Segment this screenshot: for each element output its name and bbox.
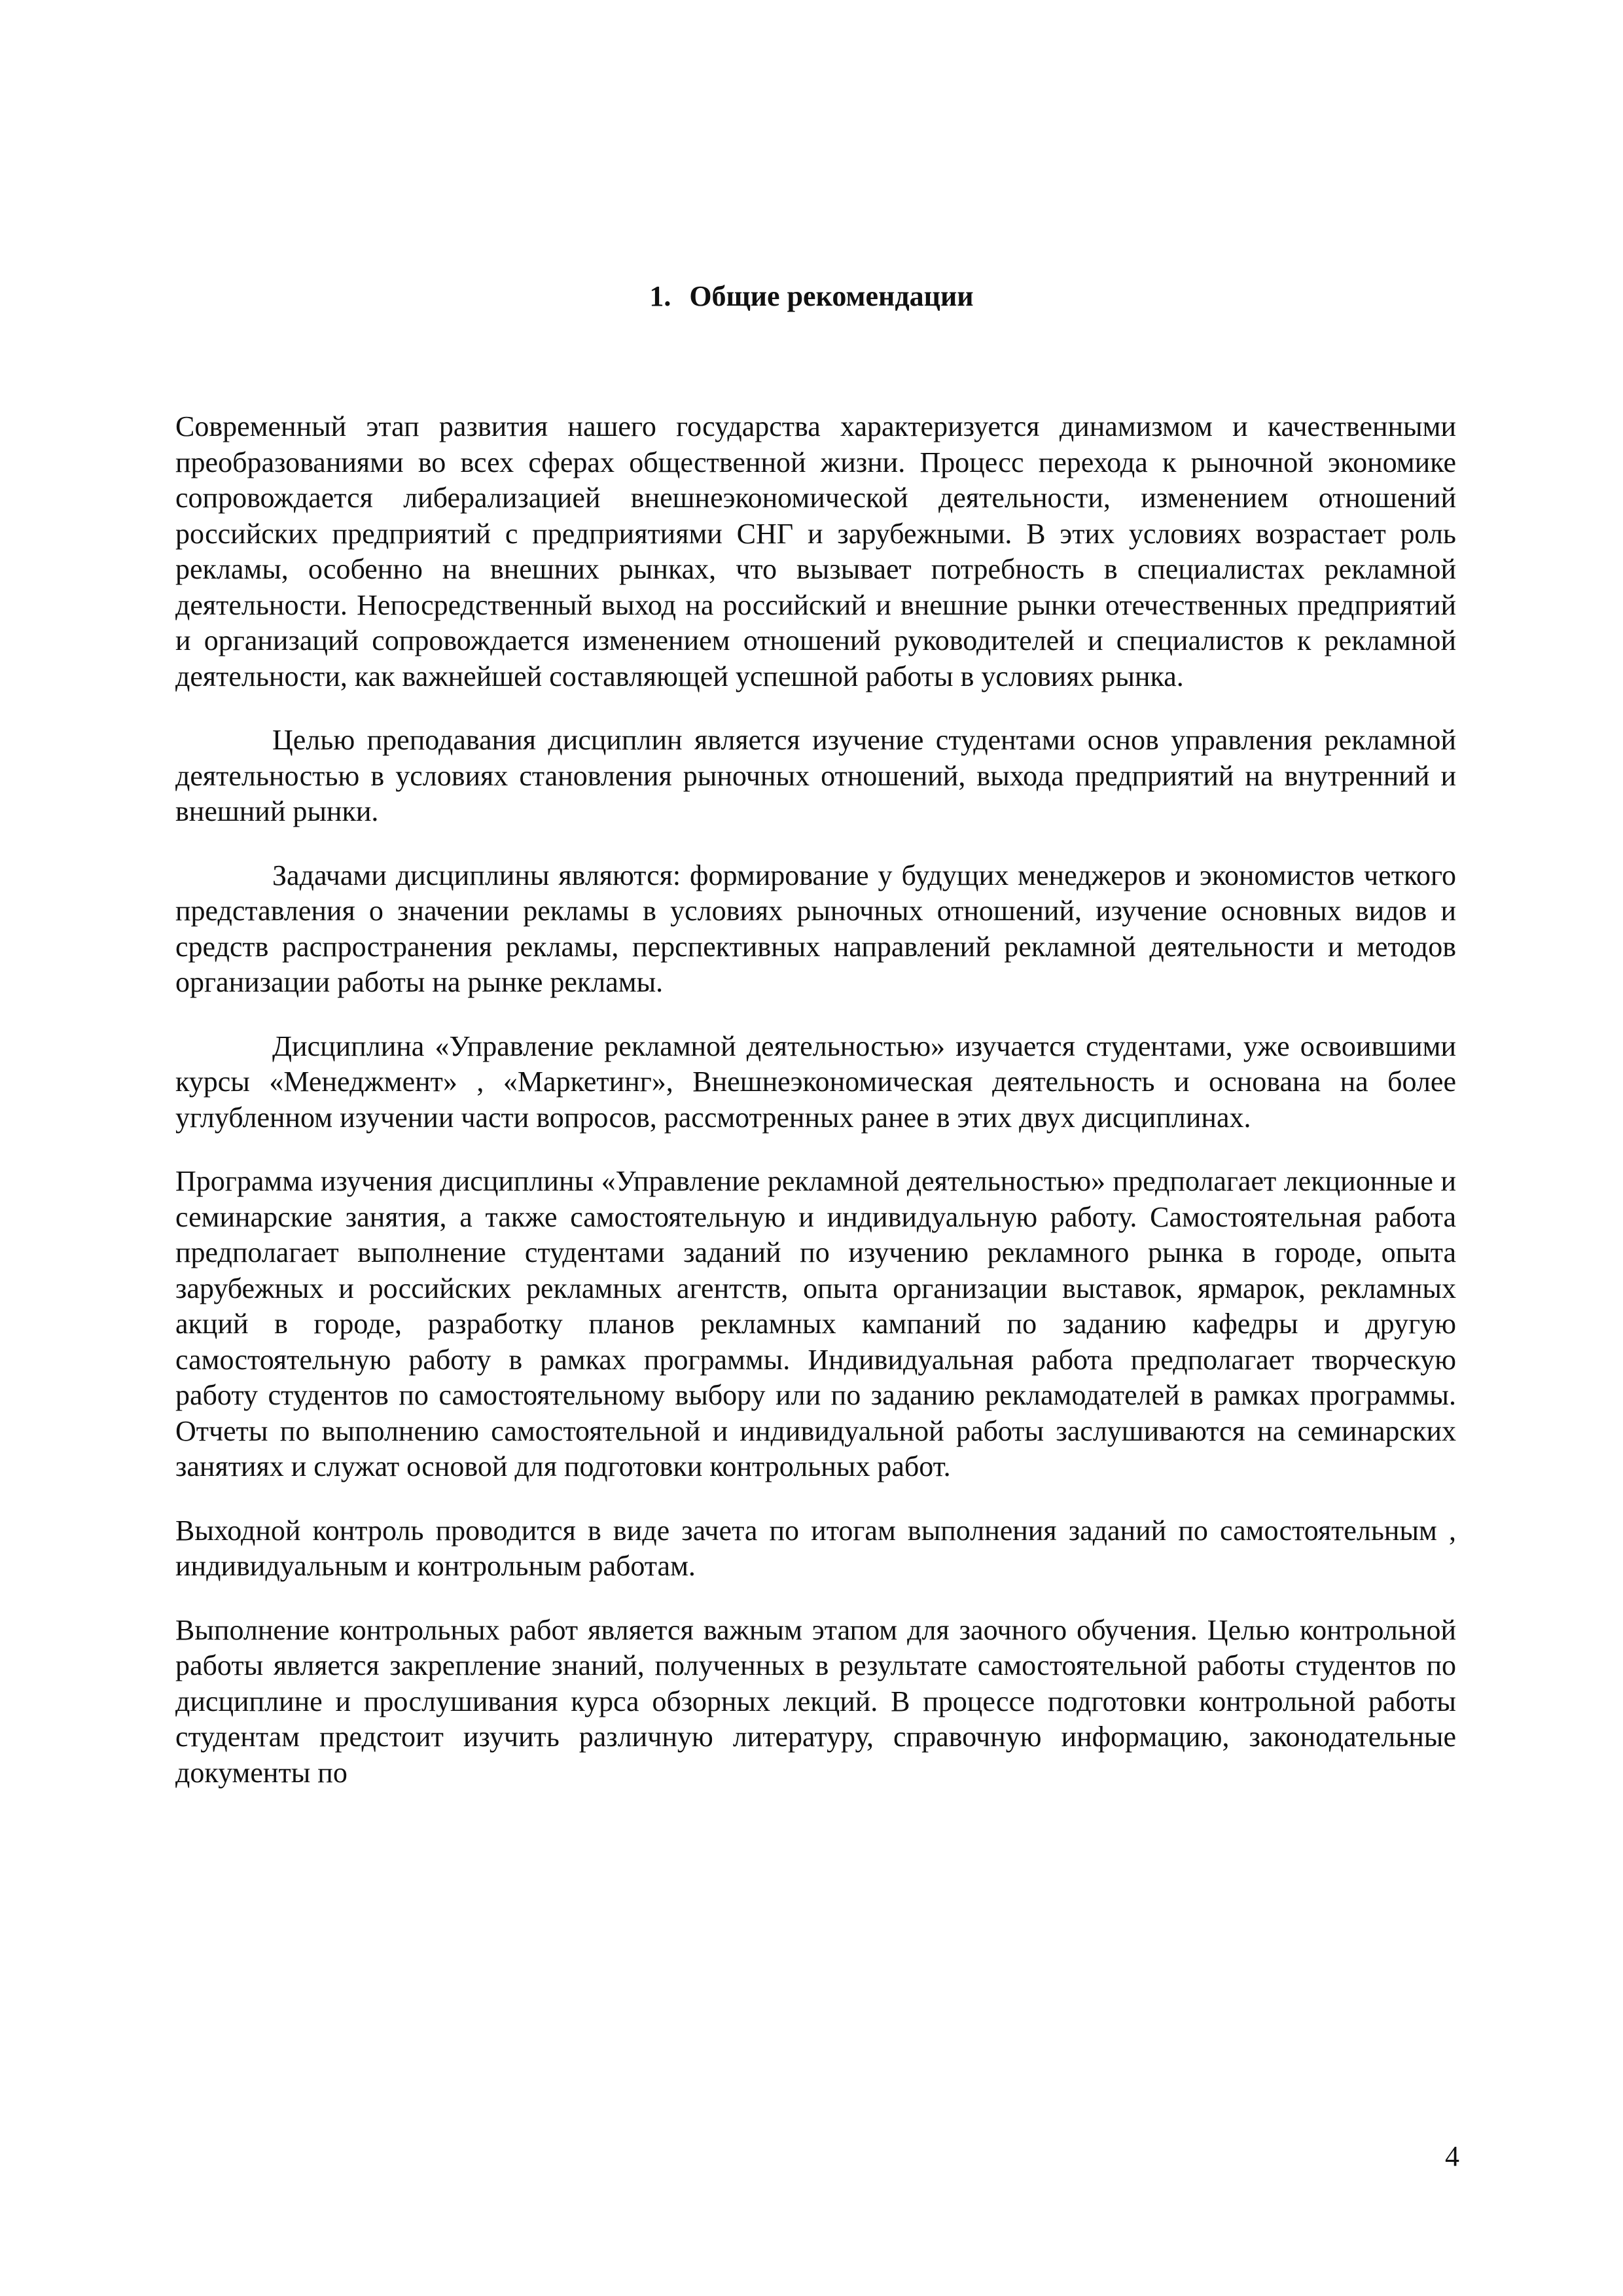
page-number: 4 xyxy=(1445,2140,1459,2172)
paragraph-discipline: Дисциплина «Управление рекламной деятельностью» изучается студентами, уже освоившими курсы «Менеджмент» , «Маркетинг», Внешнеэкономическая деятельность и основана на более углубленном изучении части вопросов, рассмотренных ранее в этих двух дисциплинах. xyxy=(175,1030,1456,1134)
section-number: 1. xyxy=(649,280,671,312)
paragraph-goal: Целью преподавания дисциплин является изучение студентами основ управления рекламной деятельностью в условиях становления рыночных отношений, выхода предприятий на внутренний и внешний рынки. xyxy=(175,724,1456,827)
section-heading xyxy=(0,278,1623,315)
paragraph-program: Программа изучения дисциплины «Управление рекламной деятельностью» предполагает лекционные и семинарские занятия, а также самостоятельную и индивидуальную работу. Самостоятельная работа предполагает выполнение студентами заданий по изучению рекламного рынка в городе, опыта зарубежных и российских рекламных агентств, опыта организации выставок, ярмарок, рекламных акций в городе, разработку планов рекламных кампаний по заданию кафедры и другую самостоятельную работу в рамках программы. Индивидуальная работа предполагает творческую работу студентов по самостоятельному выбору или по заданию рекламодателей в рамках программы. Отчеты по выполнению самостоятельной и индивидуальной работы заслушиваются на семинарских занятиях и служат основой для подготовки контрольных работ. xyxy=(175,1165,1456,1482)
paragraph-control: Выходной контроль проводится в виде зачета по итогам выполнения заданий по самостоятельным , индивидуальным и контрольным работам. xyxy=(175,1514,1456,1582)
paragraph-tests: Выполнение контрольных работ является важным этапом для заочного обучения. Целью контрольной работы является закрепление знаний, полученных в результате самостоятельной работы студентов по дисциплине и прослушивания курса обзорных лекций. В процессе подготовки контрольной работы студентам предстоит изучить различную литературу, справочную информацию, законодательные документы по xyxy=(175,1613,1456,1789)
paragraph-intro: Современный этап развития нашего государства характеризуется динамизмом и качественными преобразованиями во всех сферах общественной жизни. Процесс перехода к рыночной экономике сопровождается либерализацией внешнеэкономической деятельности, изменением отношений российских предприятий с предприятиями СНГ и зарубежными. В этих условиях возрастает роль рекламы, особенно на внешних рынках, что вызывает потребность в специалистах рекламной деятельности. Непосредственный выход на российский и внешние рынки отечественных предприятий и организаций сопровождается изменением отношений руководителей и специалистов к рекламной деятельности, как важнейшей составляющей успешной работы в условиях рынка. xyxy=(175,410,1456,692)
section-title: Общие рекомендации xyxy=(689,280,974,312)
paragraph-tasks: Задачами дисциплины являются: формирование у будущих менеджеров и экономистов четкого представления о значении рекламы в условиях рыночных отношений, изучение основных видов и средств распространения рекламы, перспективных направлений рекламной деятельности и методов организации работы на рынке рекламы. xyxy=(175,859,1456,998)
body-text xyxy=(175,409,1456,1819)
